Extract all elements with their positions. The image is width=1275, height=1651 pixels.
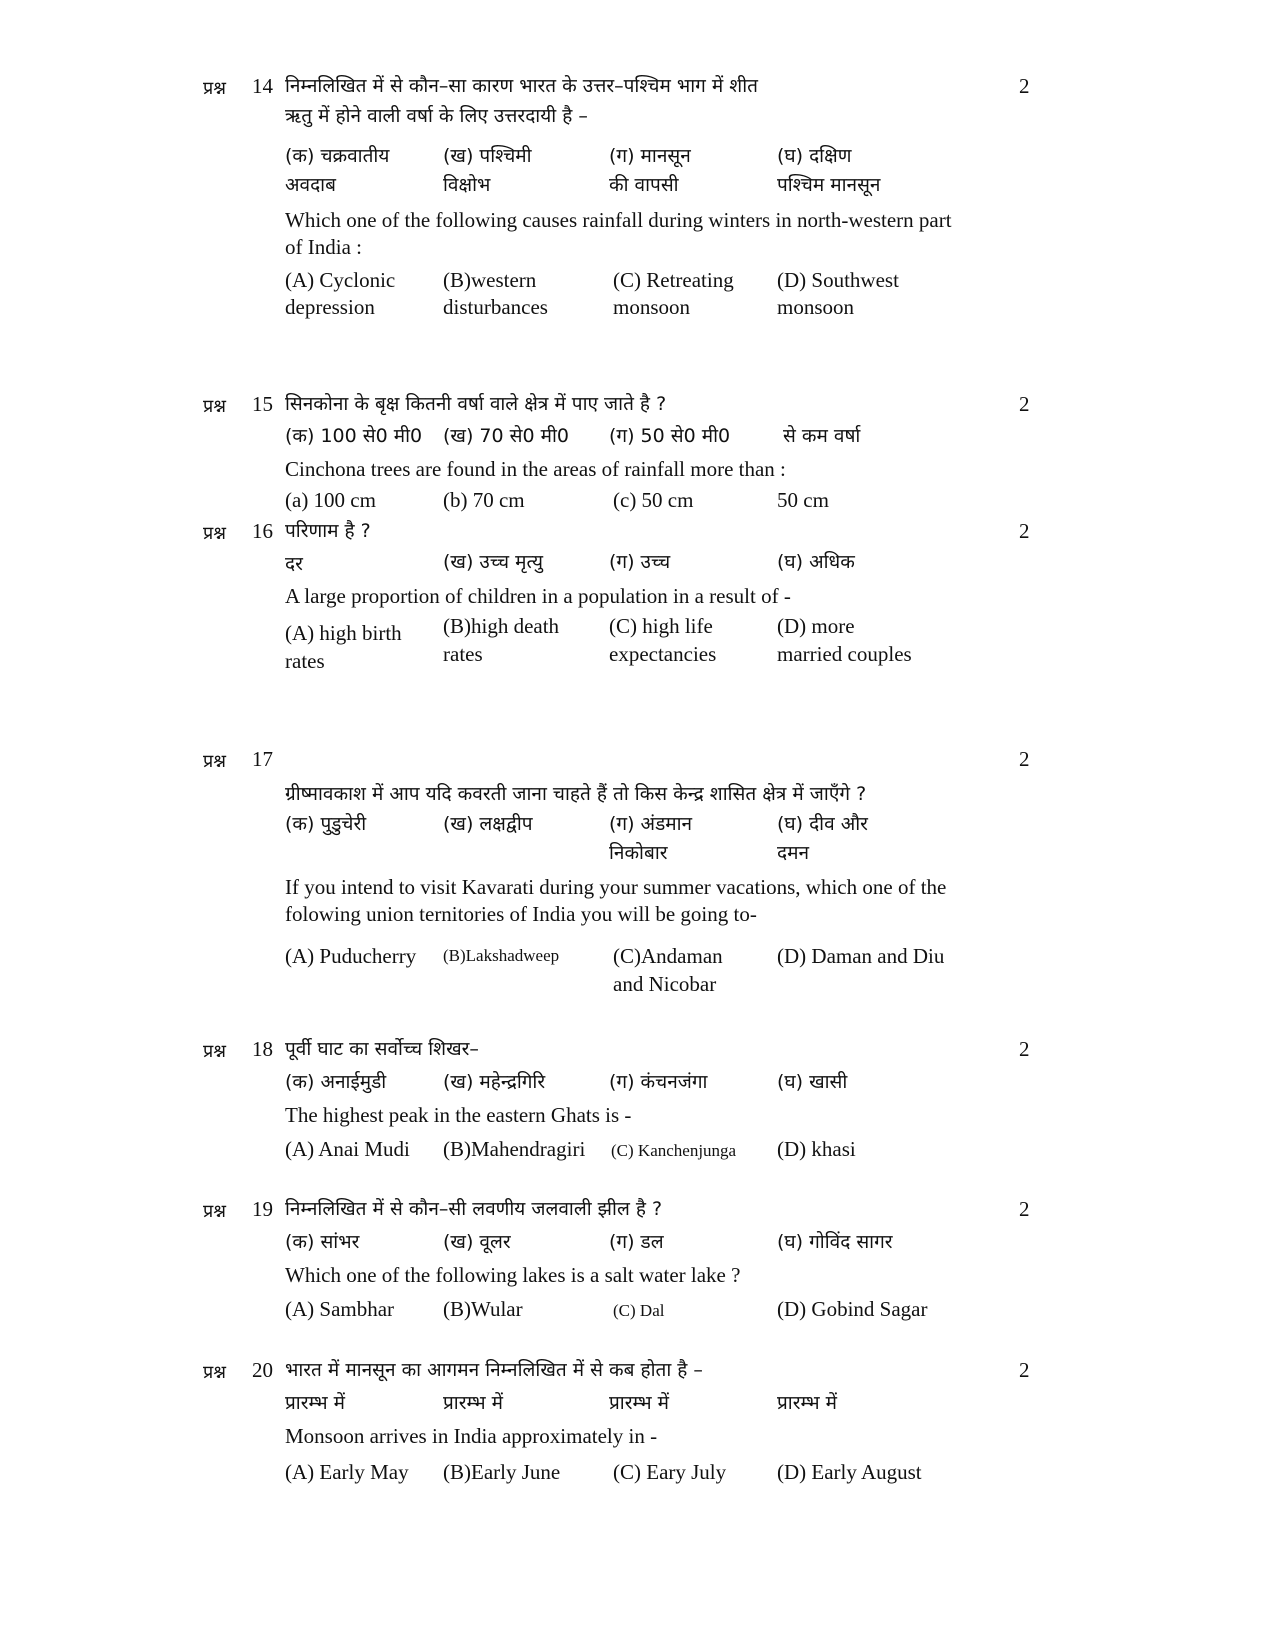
english-option-b: (B)Mahendragiri xyxy=(443,1137,586,1161)
english-option-c: (C) high life xyxy=(609,614,713,638)
english-option-d: (D) Southwest xyxy=(777,268,899,292)
hindi-option-a-line2: अवदाब xyxy=(285,174,336,196)
hindi-question-line: ऋतु में होने वाली वर्षा के लिए उत्तरदायी है – xyxy=(285,105,588,127)
hindi-option-b: प्रारम्भ में xyxy=(443,1392,503,1414)
english-option-d: (D) more xyxy=(777,614,855,638)
question-number: 15 xyxy=(252,392,273,416)
english-question-line: Monsoon arrives in India approximately in - xyxy=(285,1424,658,1448)
question-label: प्रश्न xyxy=(203,1362,226,1383)
english-option-c-line2: monsoon xyxy=(613,295,691,319)
hindi-option-c-line2: की वापसी xyxy=(609,174,679,196)
hindi-option-d-line2: दमन xyxy=(777,842,809,864)
hindi-option-a: (क) पुडुचेरी xyxy=(285,813,367,835)
hindi-option-d: (घ) खासी xyxy=(777,1071,848,1093)
question-label: प्रश्न xyxy=(203,396,226,417)
english-question-line: of India : xyxy=(285,235,362,259)
question-marks: 2 xyxy=(1019,1197,1030,1221)
english-question-line: A large proportion of children in a population in a result of - xyxy=(285,584,791,608)
hindi-option-a: (क) चक्रवातीय xyxy=(285,145,390,167)
english-option-c: (C)Andaman xyxy=(613,944,723,968)
hindi-option-c: (ग) मानसून xyxy=(609,145,691,167)
hindi-option-d: (घ) दक्षिण xyxy=(777,145,852,167)
hindi-question-line: निम्नलिखित में से कौन–सी लवणीय जलवाली झील है ? xyxy=(285,1198,663,1220)
question-marks: 2 xyxy=(1019,1358,1030,1382)
hindi-option-d: (घ) अधिक xyxy=(777,551,855,573)
hindi-option-d: प्रारम्भ में xyxy=(777,1392,837,1414)
hindi-option-c: (ग) कंचनजंगा xyxy=(609,1071,708,1093)
hindi-option-b: (ख) उच्च मृत्यु xyxy=(443,551,543,573)
english-option-b: (B)Lakshadweep xyxy=(443,946,560,965)
question-number: 18 xyxy=(252,1037,273,1061)
hindi-question-line: सिनकोना के बृक्ष कितनी वर्षा वाले क्षेत्र में पाए जाते है ? xyxy=(285,393,667,415)
question-label: प्रश्न xyxy=(203,751,226,772)
hindi-question-line: निम्नलिखित में से कौन–सा कारण भारत के उत्तर–पश्चिम भाग में शीत xyxy=(285,75,758,97)
english-option-a-line2: depression xyxy=(285,295,375,319)
question-number: 17 xyxy=(252,747,273,771)
question-marks: 2 xyxy=(1019,747,1030,771)
hindi-option-c: प्रारम्भ में xyxy=(609,1392,669,1414)
english-option-c: (c) 50 cm xyxy=(613,488,694,512)
hindi-option-c: (ग) 50 से0 मी0 xyxy=(609,425,731,447)
question-number: 20 xyxy=(252,1358,273,1382)
english-option-a: (A) Anai Mudi xyxy=(285,1137,410,1161)
question-label: प्रश्न xyxy=(203,1041,226,1062)
question-label: प्रश्न xyxy=(203,1201,226,1222)
hindi-option-a: (क) अनाईमुडी xyxy=(285,1071,387,1093)
english-option-d: (D) khasi xyxy=(777,1137,856,1161)
english-option-d: (D) Gobind Sagar xyxy=(777,1297,928,1321)
hindi-option-d: (घ) गोविंद सागर xyxy=(777,1231,893,1253)
hindi-question-line: परिणाम है ? xyxy=(285,520,371,542)
hindi-option-b: (ख) महेन्द्रगिरि xyxy=(443,1071,546,1093)
english-question-line: Cinchona trees are found in the areas of rainfall more than : xyxy=(285,457,786,481)
english-option-a: (A) high birth xyxy=(285,621,402,645)
english-option-a: (A) Cyclonic xyxy=(285,268,396,292)
english-option-d: (D) Daman and Diu xyxy=(777,944,945,968)
hindi-option-b-line2: विक्षोभ xyxy=(443,174,491,196)
english-question-line: folowing union ternitories of India you will be going to- xyxy=(285,902,757,926)
question-label: प्रश्न xyxy=(203,523,226,544)
english-option-c: (C) Dal xyxy=(613,1301,665,1320)
question-marks: 2 xyxy=(1019,1037,1030,1061)
hindi-option-a: दर xyxy=(285,553,303,575)
hindi-option-b: (ख) 70 से0 मी0 xyxy=(443,425,569,447)
english-option-d-line2: monsoon xyxy=(777,295,855,319)
question-label: प्रश्न xyxy=(203,78,226,99)
hindi-option-b: (ख) लक्षद्वीप xyxy=(443,813,533,835)
hindi-option-a: (क) सांभर xyxy=(285,1231,360,1253)
english-option-b: (B)Wular xyxy=(443,1297,523,1321)
english-option-a: (a) 100 cm xyxy=(285,488,376,512)
english-option-c-line2: expectancies xyxy=(609,642,717,666)
english-question-line: The highest peak in the eastern Ghats is - xyxy=(285,1103,632,1127)
english-option-c: (C) Retreating xyxy=(613,268,734,292)
hindi-option-d: से कम वर्षा xyxy=(783,425,861,447)
question-number: 16 xyxy=(252,519,273,543)
hindi-option-d-line2: पश्चिम मानसून xyxy=(777,174,881,196)
question-marks: 2 xyxy=(1019,392,1030,416)
english-option-a: (A) Sambhar xyxy=(285,1297,395,1321)
hindi-question-line: भारत में मानसून का आगमन निम्नलिखित में से कब होता है – xyxy=(285,1359,703,1381)
english-option-a: (A) Puducherry xyxy=(285,944,417,968)
english-option-b: (B)high death xyxy=(443,614,560,638)
hindi-option-c: (ग) डल xyxy=(609,1231,664,1253)
hindi-option-c: (ग) अंडमान xyxy=(609,813,693,835)
hindi-option-a: प्रारम्भ में xyxy=(285,1392,345,1414)
hindi-option-d: (घ) दीव और xyxy=(777,813,868,835)
question-marks: 2 xyxy=(1019,74,1030,98)
hindi-option-b: (ख) पश्चिमी xyxy=(443,145,532,167)
english-option-a-line2: rates xyxy=(285,649,325,673)
english-option-d: (D) Early August xyxy=(777,1460,922,1484)
english-question-line: If you intend to visit Kavarati during your summer vacations, which one of the xyxy=(285,875,947,899)
english-option-b: (B)western xyxy=(443,268,537,292)
english-option-b-line2: rates xyxy=(443,642,483,666)
english-option-c: (C) Eary July xyxy=(613,1460,727,1484)
english-option-d: 50 cm xyxy=(777,488,829,512)
english-question-line: Which one of the following causes rainfall during winters in north-western part xyxy=(285,208,952,232)
english-option-b-line2: disturbances xyxy=(443,295,548,319)
question-number: 14 xyxy=(252,74,273,98)
hindi-option-b: (ख) वूलर xyxy=(443,1231,511,1253)
hindi-question-line: ग्रीष्मावकाश में आप यदि कवरती जाना चाहते हैं तो किस केन्द्र शासित क्षेत्र में जाएँगे ? xyxy=(285,783,867,805)
hindi-option-a: (क) 100 से0 मी0 xyxy=(285,425,423,447)
question-marks: 2 xyxy=(1019,519,1030,543)
english-option-b: (b) 70 cm xyxy=(443,488,525,512)
hindi-question-line: पूर्वी घाट का सर्वोच्च शिखर– xyxy=(285,1038,479,1060)
question-number: 19 xyxy=(252,1197,273,1221)
english-option-d-line2: married couples xyxy=(777,642,912,666)
english-option-c-line2: and Nicobar xyxy=(613,972,717,996)
english-question-line: Which one of the following lakes is a salt water lake ? xyxy=(285,1263,741,1287)
hindi-option-c-line2: निकोबार xyxy=(609,842,668,864)
english-option-c: (C) Kanchenjunga xyxy=(611,1141,737,1160)
english-option-a: (A) Early May xyxy=(285,1460,409,1484)
english-option-b: (B)Early June xyxy=(443,1460,561,1484)
hindi-option-c: (ग) उच्च xyxy=(609,551,671,573)
